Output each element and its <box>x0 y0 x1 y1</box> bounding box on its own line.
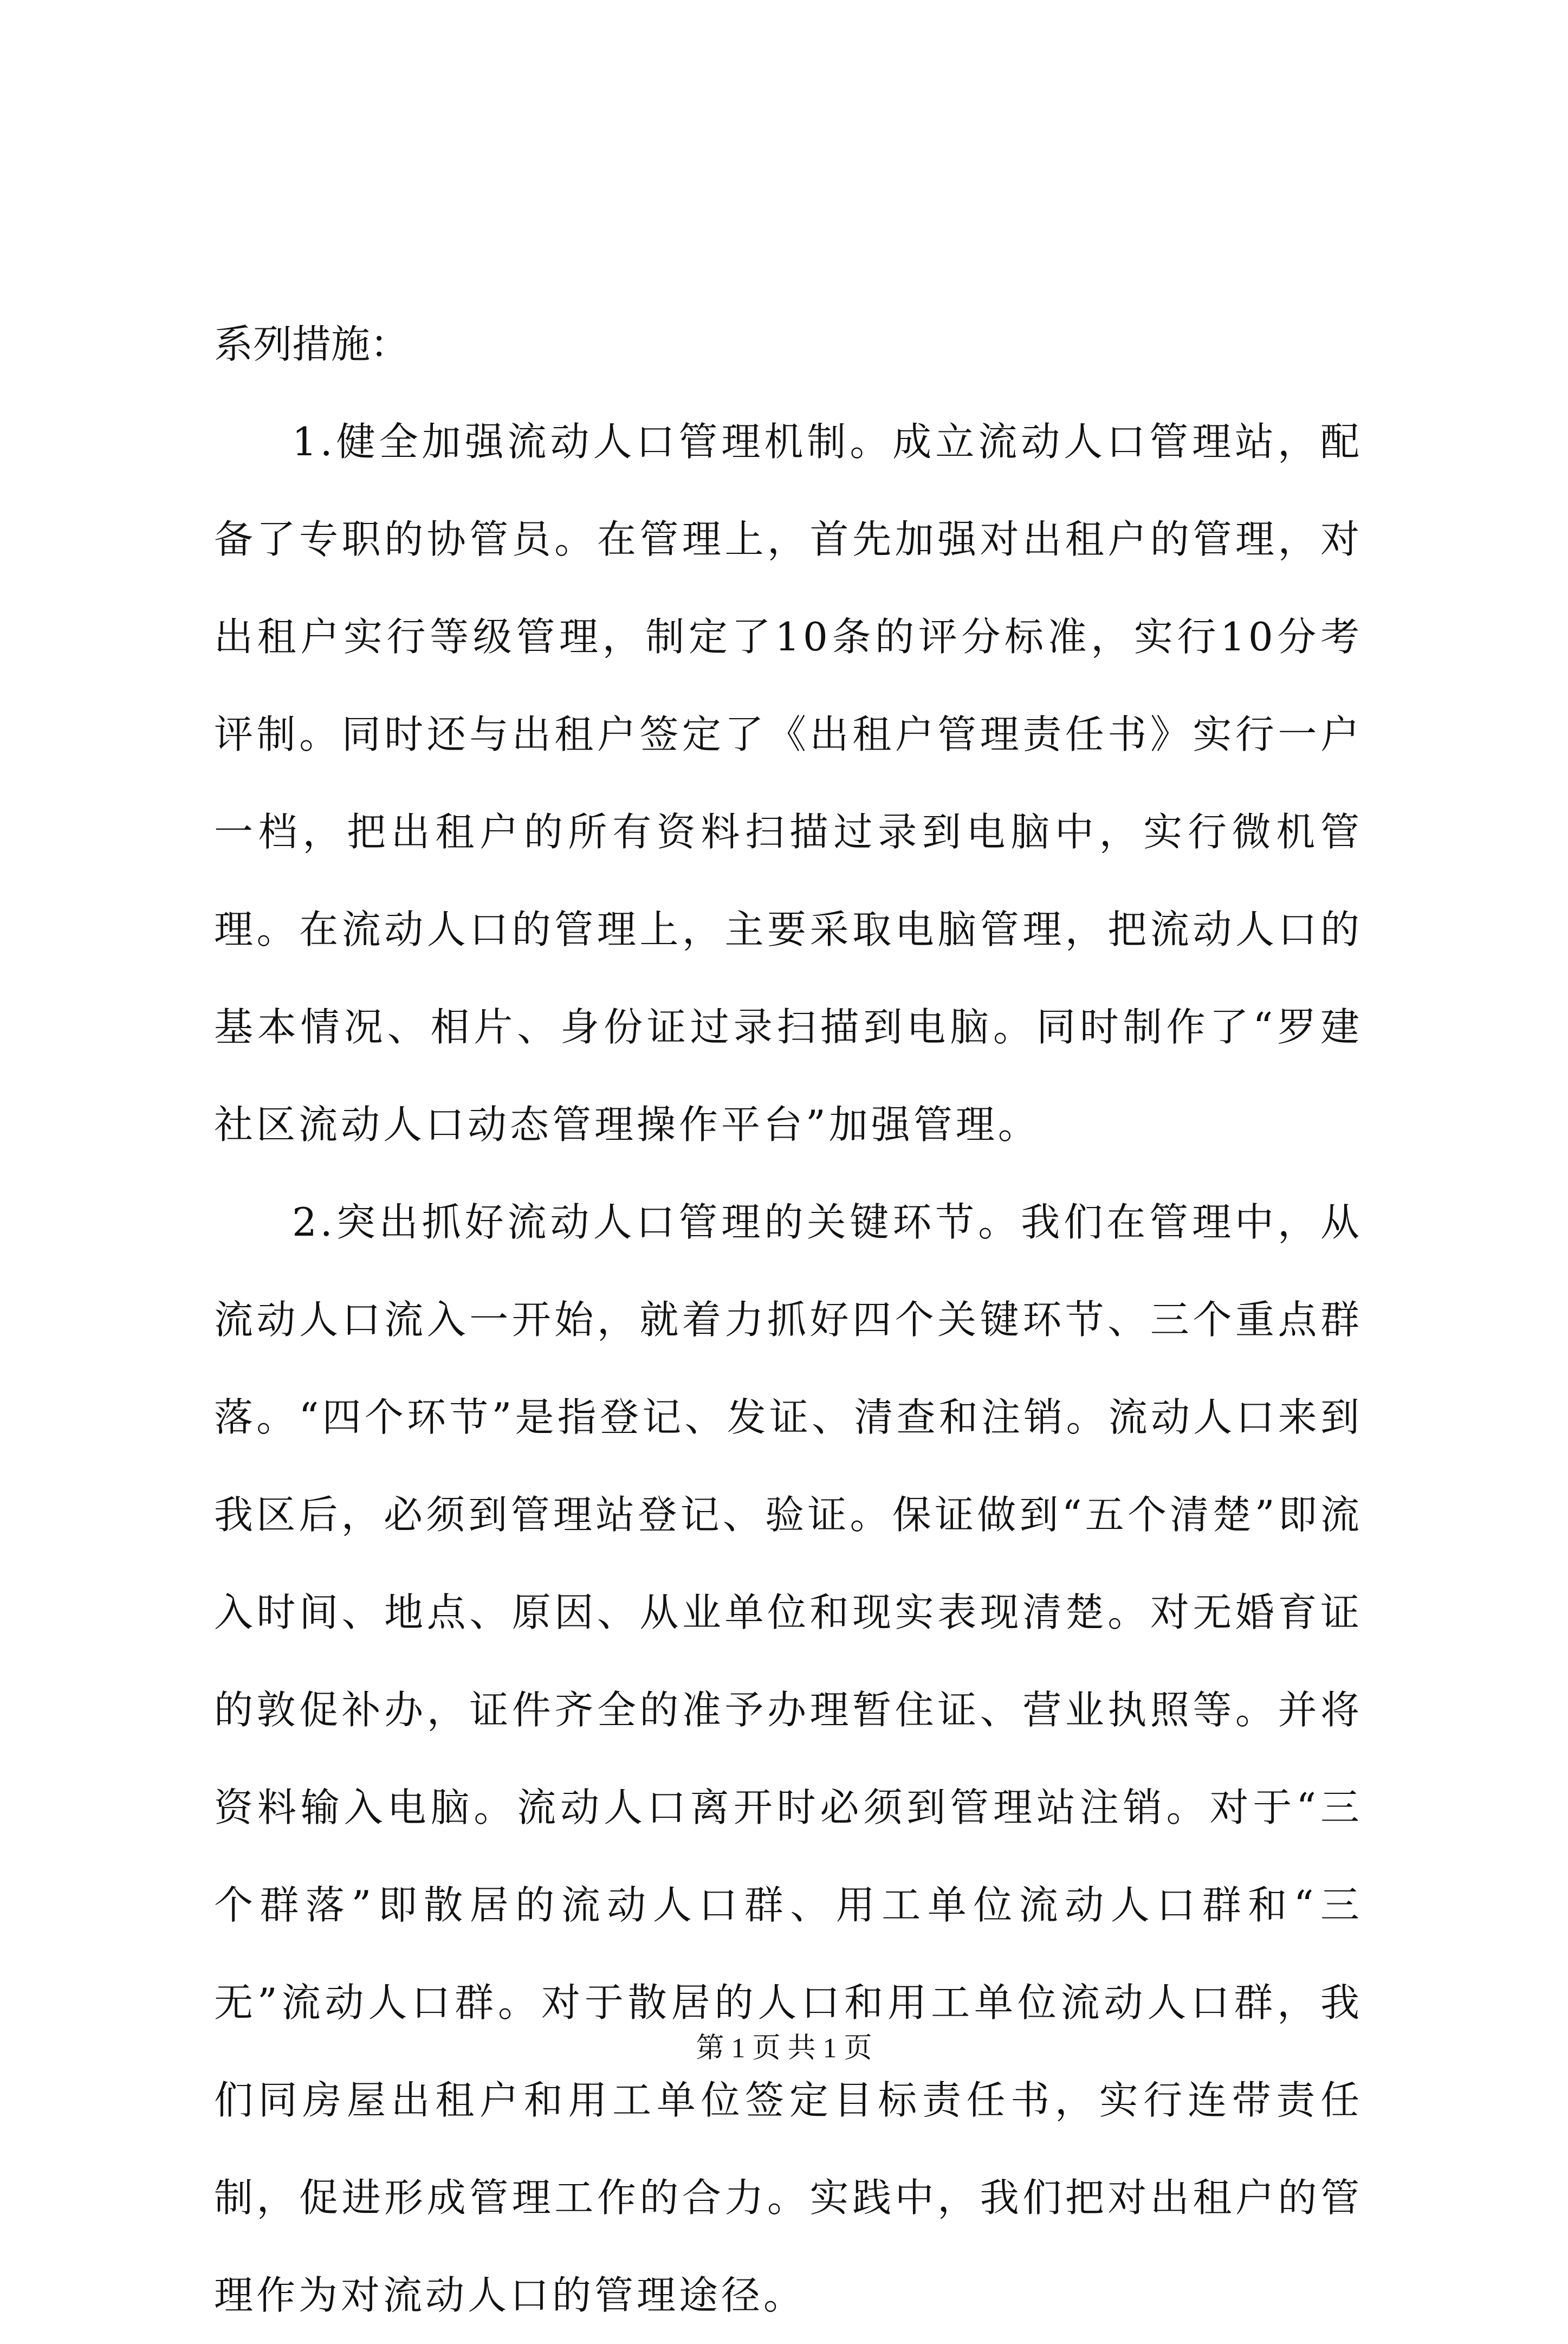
page-footer: 第 1 页 共 1 页 <box>696 2033 872 2064</box>
intro-text: 系列措施： <box>214 321 410 367</box>
paragraph-2: 2.突出抓好流动人口管理的关键环节。我们在管理中，从流动人口流入一开始，就着力抓好四个关键环节、三个重点群落。“四个环节”是指登记、发证、清查和注销。流动人口来到我区后，必须到管理站登记、验证。保证做到“五个清楚”即流入时间、地点、原因、从业单位和现实表现清楚。对无婚育证的敦促补办，证件齐全的准予办理暂住证、营业执照等。并将资料输入电脑。流动人口离开时必须到管理站注销。对于“三个群落”即散居的流动人口群、用工单位流动人口群和“三无”流动人口群。对于散居的人口和用工单位流动人口群，我们同房屋出租户和用工单位签定目标责任书，实行连带责任制，促进形成管理工作的合力。实践中，我们把对出租户的管理作为对流动人口的管理途径。 <box>214 1199 1363 2318</box>
paragraph-1: 1.健全加强流动人口管理机制。成立流动人口管理站，配备了专职的协管员。在管理上，首先加强对出租户的管理，对出租户实行等级管理，制定了10条的评分标准，实行10分考评制。同时还与出租户签定了《出租户管理责任书》实行一户一档，把出租户的所有资料扫描过录到电脑中，实行微机管理。在流动人口的管理上，主要采取电脑管理，把流动人口的基本情况、相片、身份证过录扫描到电脑。同时制作了“罗建社区流动人口动态管理操作平台”加强管理。 <box>214 419 1363 1147</box>
